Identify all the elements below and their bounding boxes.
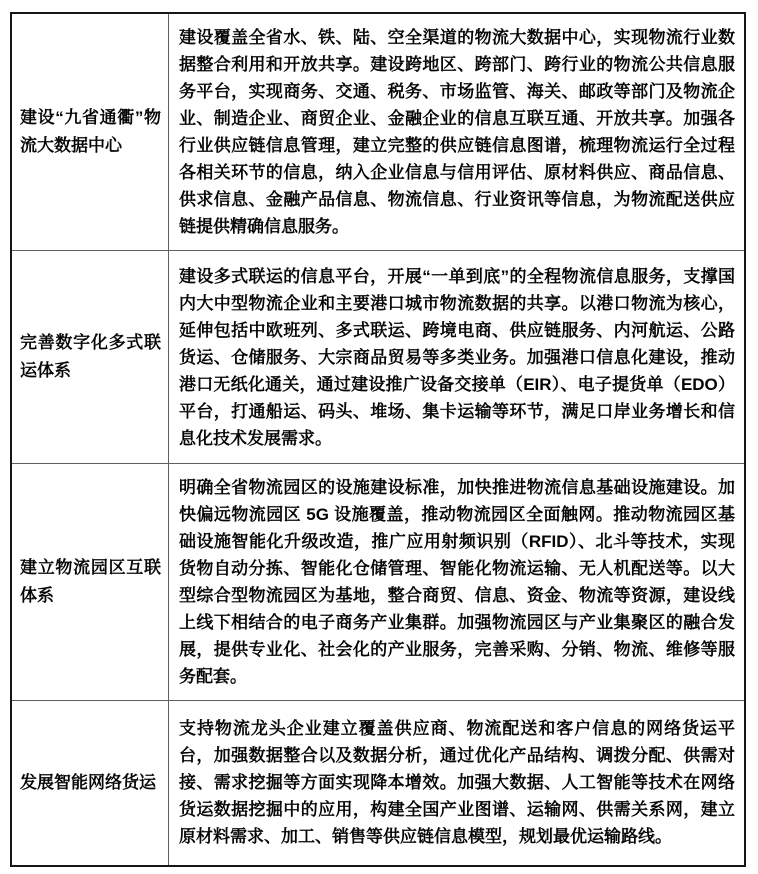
logistics-measures-table (10, 12, 746, 867)
table-row (11, 464, 745, 701)
row-label: 建设“九省通衢”物流大数据中心 (11, 13, 169, 251)
row-content: 建设多式联运的信息平台，开展“一单到底”的全程物流信息服务，支撑国内大中型物流企业和主要港口城市物流数据的共享。以港口物流为核心，延伸包括中欧班列、多式联运、跨境电商、供应链服务、内河航运、公路货运、仓储服务、大宗商品贸易等多类业务。加强港口信息化建设，推动港口无纸化通关，通过建设推广设备交接单（EIR）、电子提货单（EDO）平台，打通船运、码头、堆场、集卡运输等环节，满足口岸业务增长和信息化技术发展需求。 (169, 251, 746, 464)
row-content: 建设覆盖全省水、铁、陆、空全渠道的物流大数据中心，实现物流行业数据整合利用和开放共享。建设跨地区、跨部门、跨行业的物流公共信息服务平台，实现商务、交通、税务、市场监管、海关、邮政等部门及物流企业、制造企业、商贸企业、金融企业的信息互联互通、开放共享。加强各行业供应链信息管理，建立完整的供应链信息图谱，梳理物流运行全过程各相关环节的信息，纳入企业信息与信用评估、原材料供应、商品信息、供求信息、金融产品信息、物流信息、行业资讯等信息，为物流配送供应链提供精确信息服务。 (169, 13, 746, 251)
table-row (11, 251, 745, 464)
row-content: 支持物流龙头企业建立覆盖供应商、物流配送和客户信息的网络货运平台，加强数据整合以及数据分析，通过优化产品结构、调拨分配、供需对接、需求挖掘等方面实现降本增效。加强大数据、人工智能等技术在网络货运数据挖掘中的应用，构建全国产业图谱、运输网、供需关系网，建立原材料需求、加工、销售等供应链信息模型，规划最优运输路线。 (169, 701, 746, 866)
table-row (11, 13, 745, 251)
row-label: 发展智能网络货运 (11, 701, 169, 866)
row-label: 完善数字化多式联运体系 (11, 251, 169, 464)
row-content: 明确全省物流园区的设施建设标准，加快推进物流信息基础设施建设。加快偏远物流园区 5G 设施覆盖，推动物流园区全面触网。推动物流园区基础设施智能化升级改造，推广应用射频识别（RFID）、北斗等技术，实现货物自动分拣、智能化仓储管理、智能化物流运输、无人机配送等。以大型综合型物流园区为基地，整合商贸、信息、资金、物流等资源，建设线上线下相结合的电子商务产业集群。加强物流园区与产业集聚区的融合发展，提供专业化、社会化的产业服务，完善采购、分销、物流、维修等服务配套。 (169, 464, 746, 701)
row-label: 建立物流园区互联体系 (11, 464, 169, 701)
table-row (11, 701, 745, 866)
